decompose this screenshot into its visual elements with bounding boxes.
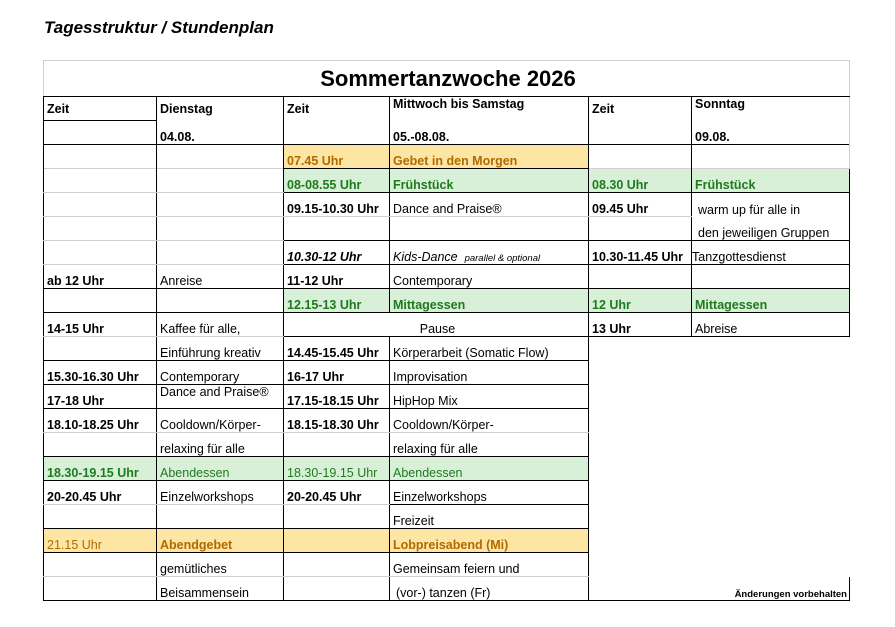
- time-cell: 21.15 Uhr: [44, 529, 157, 553]
- table-row: [44, 433, 850, 457]
- activity-cell: (vor-) tanzen (Fr): [390, 577, 589, 601]
- activity-cell: Pause: [284, 313, 589, 337]
- time-cell: 18.30-19.15 Uhr: [44, 457, 157, 481]
- table-row: [44, 145, 850, 169]
- activity-cell: Beisammensein: [157, 577, 284, 601]
- time-cell: 20-20.45 Uhr: [284, 481, 390, 505]
- table-row: [44, 481, 850, 505]
- time-cell: 15.30-16.30 Uhr: [44, 361, 157, 385]
- time-cell: 18.10-18.25 Uhr: [44, 409, 157, 433]
- schedule-table: [43, 60, 850, 601]
- table-row: [44, 265, 850, 289]
- activity-cell: Abendessen: [157, 457, 284, 481]
- header-row: [44, 97, 850, 121]
- table-row: [44, 553, 850, 577]
- table-row: [44, 241, 850, 265]
- activity-cell: Einführung kreativ: [157, 337, 284, 361]
- date-dienstag: 04.08.: [157, 121, 284, 145]
- activity-cell: Frühstück: [390, 169, 589, 193]
- table-row: [44, 313, 850, 337]
- activity-cell: Tanzgottesdienst: [692, 241, 850, 265]
- activity-cell: Frühstück: [692, 169, 850, 193]
- activity-cell: Kaffee für alle,: [157, 313, 284, 337]
- table-row: [44, 409, 850, 433]
- col-header-zeit: Zeit: [44, 97, 157, 121]
- table-row: [44, 529, 850, 553]
- time-cell: 14-15 Uhr: [44, 313, 157, 337]
- activity-cell: Mittagessen: [390, 289, 589, 313]
- time-cell: 14.45-15.45 Uhr: [284, 337, 390, 361]
- time-cell: 12 Uhr: [589, 289, 692, 313]
- activity-note: parallel & optional: [464, 253, 541, 264]
- date-sonntag: 09.08.: [692, 121, 850, 145]
- activity-cell: gemütliches: [157, 553, 284, 577]
- table-row: [44, 457, 850, 481]
- time-cell: 17.15-18.15 Uhr: [284, 385, 390, 409]
- time-cell: ab 12 Uhr: [44, 265, 157, 289]
- activity-cell: warm up für alle in: [692, 193, 850, 217]
- time-cell: 09.15-10.30 Uhr: [284, 193, 390, 217]
- activity-cell: Körperarbeit (Somatic Flow): [390, 337, 589, 361]
- time-cell: 16-17 Uhr: [284, 361, 390, 385]
- activity-cell: Abreise: [692, 313, 850, 337]
- activity-cell: Lobpreisabend (Mi): [390, 529, 589, 553]
- activity-cell: Abendgebet: [157, 529, 284, 553]
- col-header-dienstag: Dienstag: [157, 97, 284, 121]
- time-cell: 08.30 Uhr: [589, 169, 692, 193]
- table-row: [44, 289, 850, 313]
- activity-cell: Gemeinsam feiern und: [390, 553, 589, 577]
- table-row: [44, 217, 850, 241]
- time-cell: 10.30-11.45 Uhr: [589, 241, 692, 265]
- time-cell: 20-20.45 Uhr: [44, 481, 157, 505]
- time-cell: 17-18 Uhr: [44, 385, 157, 409]
- footnote: Änderungen vorbehalten: [589, 577, 850, 601]
- activity-cell: Contemporary: [157, 361, 284, 385]
- activity-cell: Gebet in den Morgen: [390, 145, 589, 169]
- time-cell: 12.15-13 Uhr: [284, 289, 390, 313]
- table-row: [44, 193, 850, 217]
- col-header-zeit: Zeit: [284, 97, 390, 121]
- activity-cell: Mittagessen: [692, 289, 850, 313]
- page-heading: Tagesstruktur / Stundenplan: [44, 18, 274, 37]
- activity-cell: relaxing für alle: [390, 433, 589, 457]
- col-header-mittwoch: Mittwoch bis Samstag: [390, 97, 589, 121]
- activity-cell: Einzelworkshops: [157, 481, 284, 505]
- activity-cell: Improvisation: [390, 361, 589, 385]
- date-mittwoch: 05.-08.08.: [390, 121, 589, 145]
- activity-cell: Cooldown/Körper-: [157, 409, 284, 433]
- activity-cell: [390, 241, 589, 265]
- table-row: [44, 577, 850, 601]
- activity-cell: Einzelworkshops: [390, 481, 589, 505]
- time-cell: 09.45 Uhr: [589, 193, 692, 217]
- time-cell: 11-12 Uhr: [284, 265, 390, 289]
- table-row: [44, 337, 850, 361]
- col-header-zeit: Zeit: [589, 97, 692, 121]
- activity-text: Kids-Dance: [393, 250, 458, 264]
- table-row: [44, 361, 850, 385]
- time-cell: 13 Uhr: [589, 313, 692, 337]
- activity-cell: den jeweiligen Gruppen: [692, 217, 850, 241]
- schedule-sheet: [43, 60, 850, 601]
- activity-cell: Abendessen: [390, 457, 589, 481]
- schedule-title: Sommertanzwoche 2026: [44, 61, 850, 97]
- activity-cell: Anreise: [157, 265, 284, 289]
- activity-cell: Contemporary: [390, 265, 589, 289]
- activity-cell: Freizeit: [390, 505, 589, 529]
- time-cell: 18.15-18.30 Uhr: [284, 409, 390, 433]
- activity-cell: HipHop Mix: [390, 385, 589, 409]
- activity-cell: Cooldown/Körper-: [390, 409, 589, 433]
- time-cell: 08-08.55 Uhr: [284, 169, 390, 193]
- activity-cell: Dance and Praise®: [390, 193, 589, 217]
- table-row: [44, 385, 850, 409]
- table-row: [44, 169, 850, 193]
- col-header-sonntag: Sonntag: [692, 97, 850, 121]
- table-row: [44, 505, 850, 529]
- activity-cell: relaxing für alle: [157, 433, 284, 457]
- date-row: [44, 121, 850, 145]
- time-cell: 10.30-12 Uhr: [284, 241, 390, 265]
- activity-cell: Dance and Praise®: [157, 385, 284, 409]
- time-cell: 18.30-19.15 Uhr: [284, 457, 390, 481]
- time-cell: 07.45 Uhr: [284, 145, 390, 169]
